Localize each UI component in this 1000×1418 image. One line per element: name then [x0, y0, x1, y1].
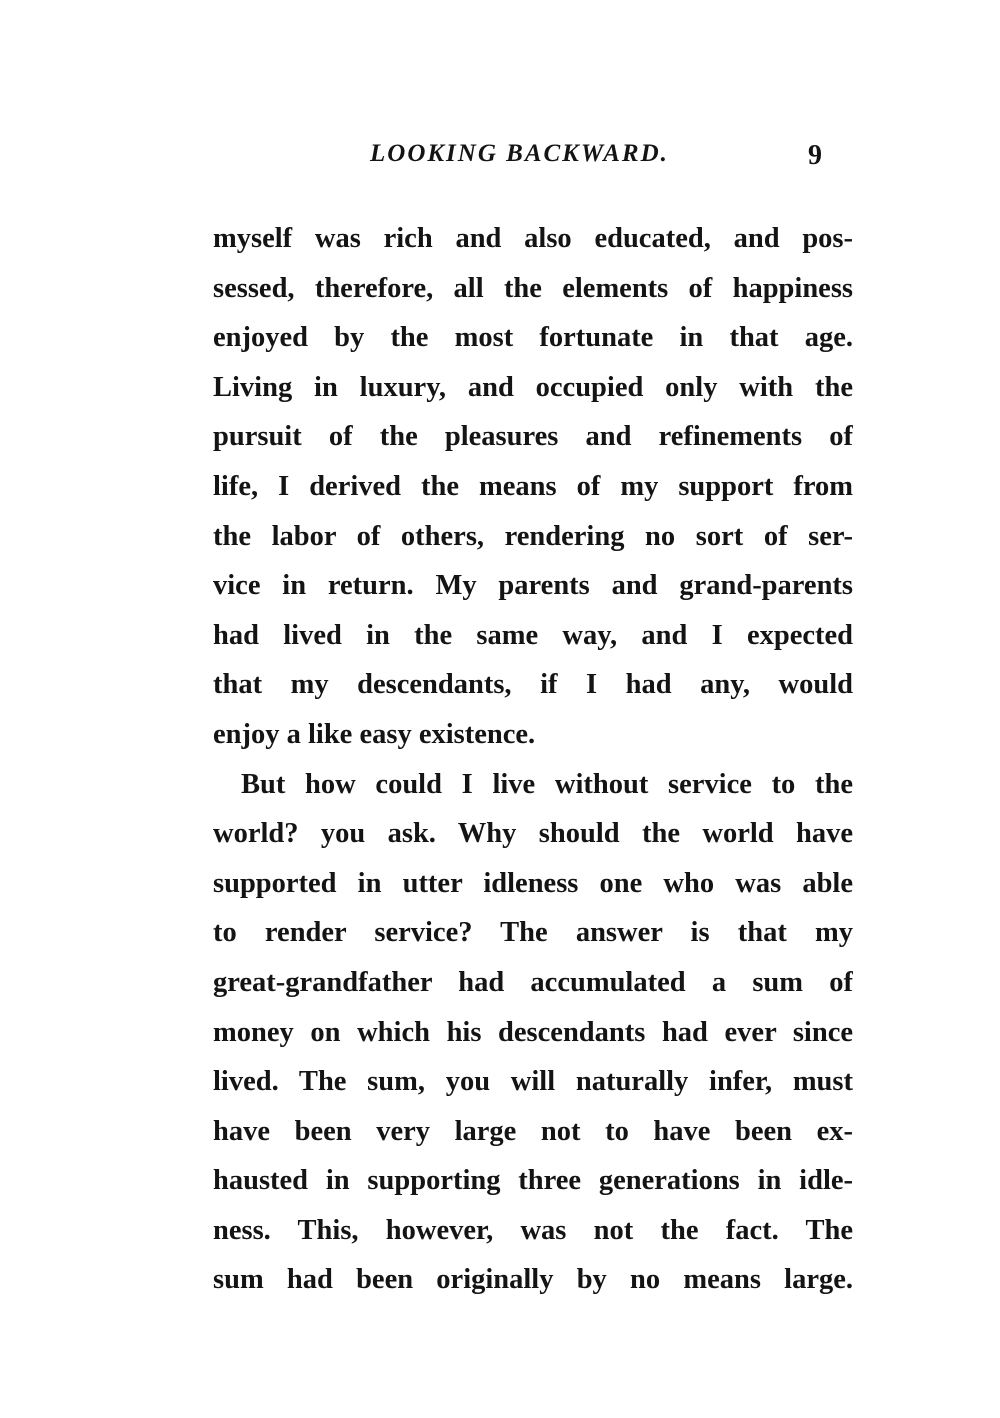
text-line: money on which his descendants had ever since — [213, 1016, 853, 1048]
page-number: 9 — [808, 140, 822, 171]
text-line: vice in return. My parents and grand-parents — [213, 570, 853, 602]
body-text — [213, 218, 853, 1309]
text-line: the labor of others, rendering no sort of ser- — [213, 520, 853, 552]
text-line: pursuit of the pleasures and refinements of — [213, 421, 853, 453]
running-head: LOOKING BACKWARD. — [370, 140, 669, 167]
paragraph-start-line: But how could I live without service to the — [241, 768, 853, 800]
text-line: sessed, therefore, all the elements of happiness — [213, 272, 853, 304]
text-line: hausted in supporting three generations in idle- — [213, 1165, 853, 1197]
text-line: life, I derived the means of my support from — [213, 470, 853, 502]
text-line: ness. This, however, was not the fact. The — [213, 1214, 853, 1246]
text-line: Living in luxury, and occupied only with the — [213, 371, 853, 403]
text-line: great-grandfather had accumulated a sum of — [213, 966, 853, 998]
text-line: supported in utter idleness one who was able — [213, 867, 853, 899]
text-line: lived. The sum, you will naturally infer, must — [213, 1066, 853, 1098]
text-line: enjoyed by the most fortunate in that age. — [213, 322, 853, 354]
text-line: to render service? The answer is that my — [213, 917, 853, 949]
text-line: have been very large not to have been ex- — [213, 1115, 853, 1147]
text-line: sum had been originally by no means large. — [213, 1264, 853, 1296]
text-line: myself was rich and also educated, and pos- — [213, 223, 853, 254]
text-line: that my descendants, if I had any, would — [213, 669, 853, 701]
text-line: had lived in the same way, and I expected — [213, 619, 853, 651]
text-line: world? you ask. Why should the world have — [213, 818, 853, 850]
paragraph-end-line: enjoy a like easy existence. — [213, 718, 536, 750]
